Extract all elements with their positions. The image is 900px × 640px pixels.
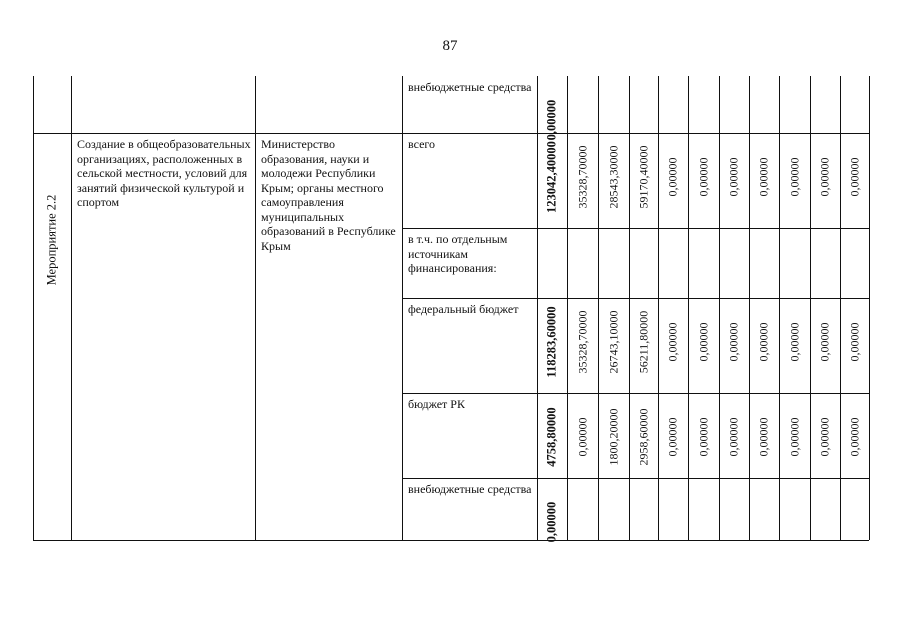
- grid-hline: [402, 298, 869, 299]
- grid-hline: [402, 393, 869, 394]
- grid-vline: [869, 76, 870, 540]
- year-value: 35328,70000: [575, 310, 589, 374]
- grid-vline: [810, 76, 811, 540]
- measure-description: Создание в общеобразовательных организациях, расположенных в сельской местности, условий для занятий физической культурой и спортом: [77, 137, 251, 209]
- grid-hline: [402, 228, 869, 229]
- year-value: 0,00000: [696, 417, 710, 457]
- year-value: 0,00000: [847, 417, 861, 457]
- grid-hline: [402, 478, 869, 479]
- year-value: 0,00000: [787, 157, 801, 197]
- year-value: 0,00000: [847, 157, 861, 197]
- funding-source-label: внебюджетные средства: [408, 482, 532, 496]
- funding-source-label: в т.ч. по отдельным источникам финансирования:: [408, 232, 508, 275]
- measure-label: Мероприятие 2.2: [44, 194, 59, 286]
- grid-vline: [840, 76, 841, 540]
- year-value: 0,00000: [817, 157, 832, 197]
- grid-vline: [402, 76, 403, 540]
- year-value: 0,00000: [756, 417, 771, 457]
- year-value: 0,00000: [726, 157, 741, 197]
- page-number: 87: [442, 38, 458, 54]
- year-value: 28543,30000: [606, 145, 620, 209]
- grid-vline: [658, 76, 659, 540]
- grid-vline: [33, 76, 34, 540]
- year-value: 0,00000: [756, 157, 771, 197]
- total-value: 118283,60000: [544, 306, 559, 378]
- budget-table: [33, 76, 870, 541]
- total-value: 0,00000: [544, 501, 559, 543]
- grid-vline: [629, 76, 630, 540]
- grid-vline: [71, 76, 72, 540]
- year-value: 0,00000: [696, 157, 710, 197]
- year-value: 1800,20000: [606, 408, 620, 466]
- funding-source-label: всего: [408, 137, 436, 151]
- total-value: 4758,80000: [544, 407, 559, 467]
- year-value: 0,00000: [756, 322, 771, 362]
- grid-vline: [779, 76, 780, 540]
- grid-vline: [537, 76, 538, 540]
- total-value: 0,00000: [544, 99, 559, 141]
- year-value: 59170,40000: [636, 145, 650, 209]
- year-value: 56211,80000: [636, 310, 650, 374]
- year-value: 0,00000: [696, 322, 710, 362]
- year-value: 0,00000: [817, 417, 832, 457]
- year-value: 0,00000: [665, 417, 680, 457]
- year-value: 2958,60000: [636, 408, 650, 466]
- year-value: 0,00000: [726, 322, 741, 362]
- grid-vline: [719, 76, 720, 540]
- grid-vline: [598, 76, 599, 540]
- grid-vline: [255, 76, 256, 540]
- funding-source-label: федеральный бюджет: [408, 302, 519, 316]
- grid-vline: [688, 76, 689, 540]
- year-value: 0,00000: [665, 322, 680, 362]
- year-value: 0,00000: [575, 417, 589, 457]
- year-value: 0,00000: [817, 322, 832, 362]
- grid-vline: [749, 76, 750, 540]
- year-value: 0,00000: [726, 417, 741, 457]
- total-value: 123042,40000: [544, 141, 559, 213]
- grid-hline: [33, 540, 869, 541]
- year-value: 35328,70000: [575, 145, 589, 209]
- year-value: 0,00000: [847, 322, 861, 362]
- year-value: 0,00000: [665, 157, 680, 197]
- grid-vline: [567, 76, 568, 540]
- grid-hline: [33, 133, 869, 134]
- year-value: 0,00000: [787, 417, 801, 457]
- year-value: 26743,10000: [606, 310, 620, 374]
- funding-source-label: внебюджетные средства: [408, 80, 532, 94]
- year-value: 0,00000: [787, 322, 801, 362]
- measure-executor: Министерство образования, науки и молодежи Республики Крым; органы местного самоуправления муниципальных образований в Республике Крым: [261, 137, 396, 253]
- funding-source-label: бюджет РК: [408, 397, 465, 411]
